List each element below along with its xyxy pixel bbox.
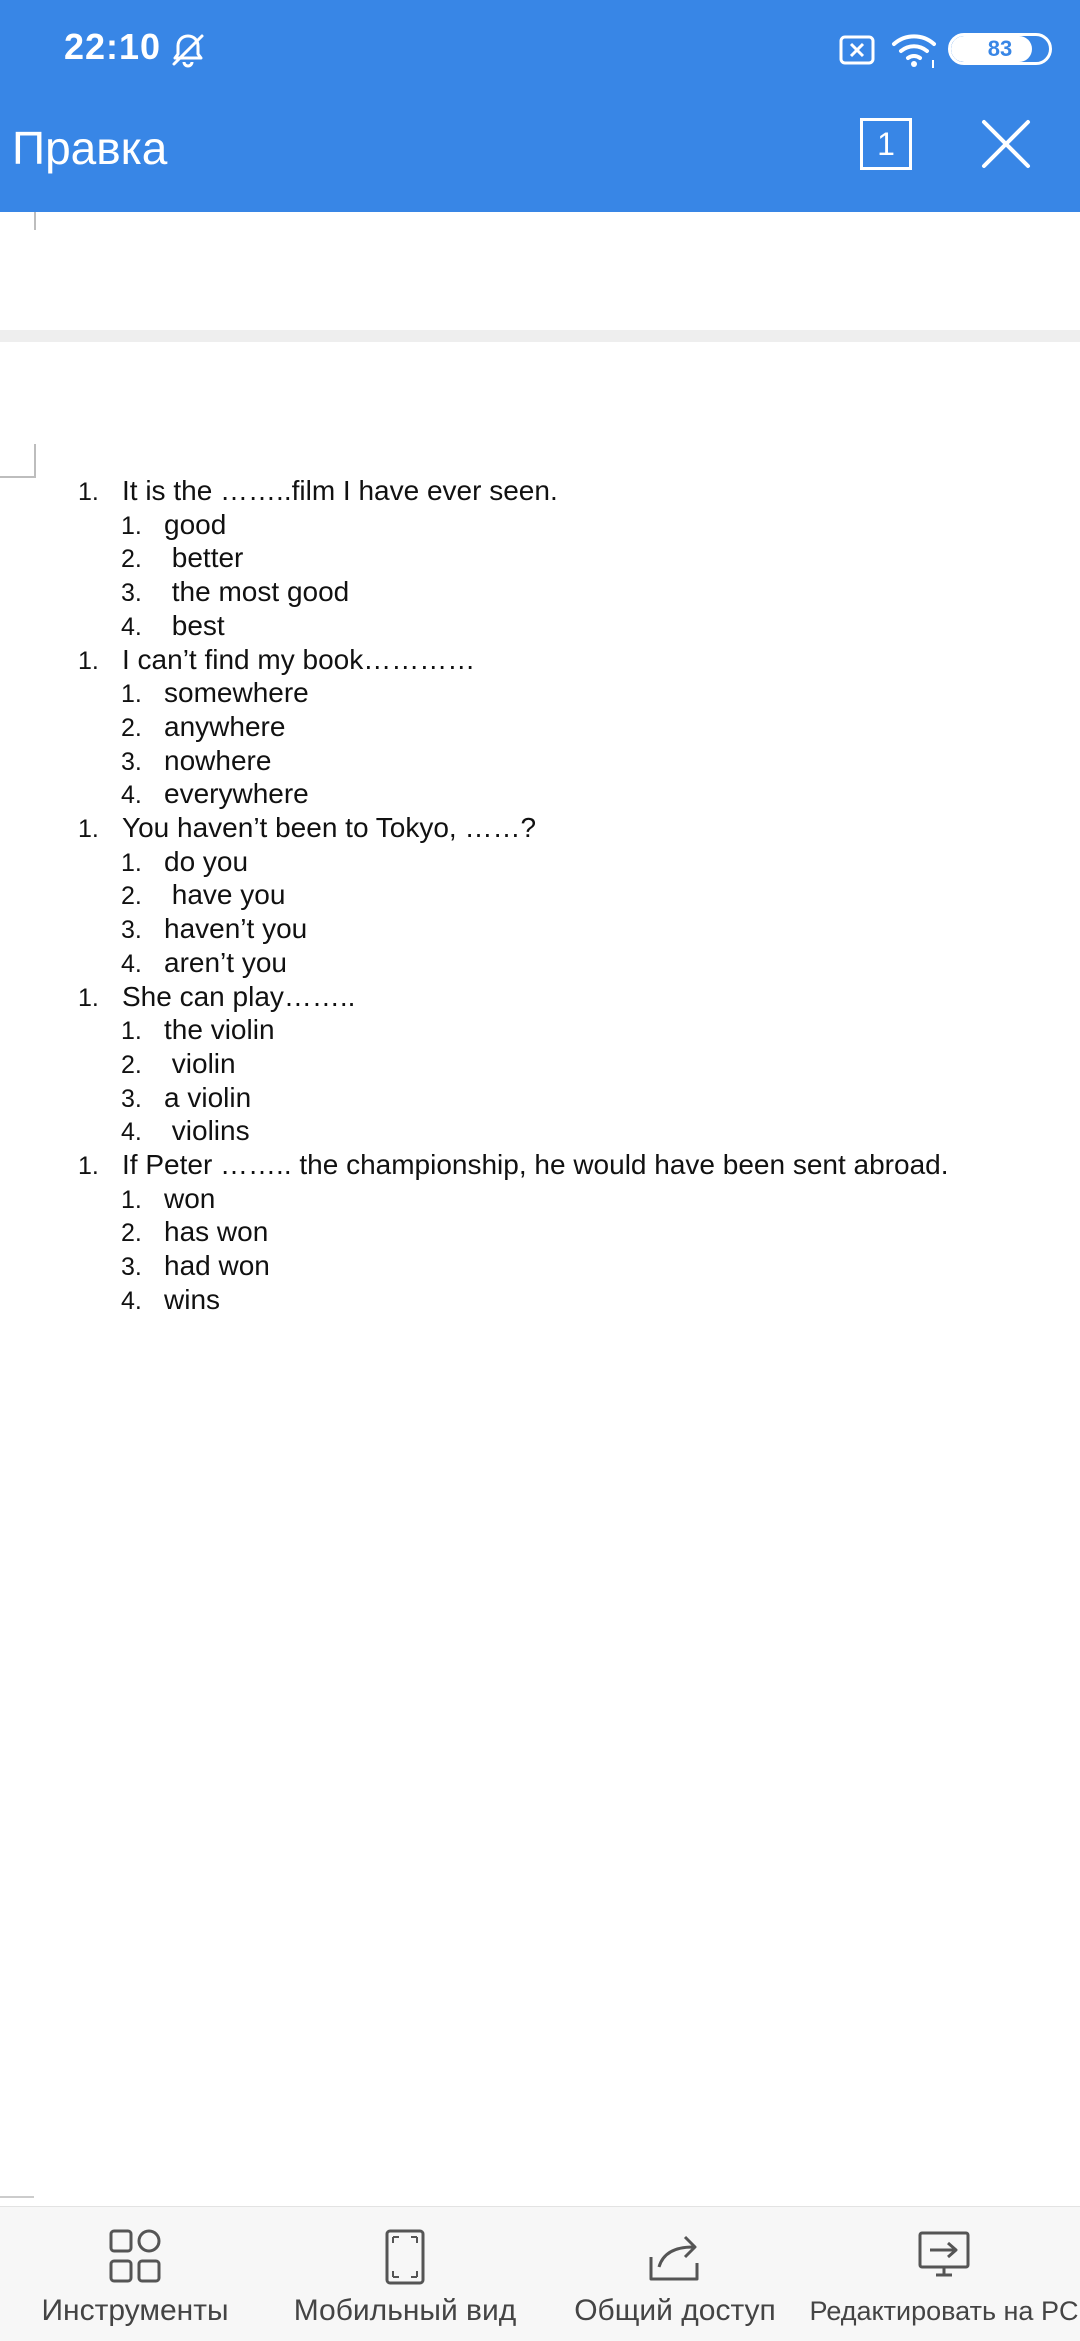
edit-on-pc-icon: [914, 2227, 974, 2287]
page-corner-mark: [0, 444, 36, 478]
option-text: better: [164, 542, 244, 574]
option-text: the most good: [164, 576, 350, 608]
sim-x-icon: [838, 34, 876, 66]
app-title: Правка: [12, 122, 168, 174]
option-number: 3.: [121, 747, 142, 776]
close-icon[interactable]: [978, 116, 1034, 172]
option-text: everywhere: [164, 778, 309, 810]
option-text: best: [164, 609, 225, 641]
status-time: 22:10: [64, 26, 162, 67]
option-text: good: [164, 508, 227, 540]
question-number: 1.: [78, 1152, 99, 1180]
option-text: a violin: [164, 1081, 252, 1113]
option-number: 4.: [121, 612, 142, 641]
option-number: 1.: [121, 1017, 142, 1046]
question-number: 1.: [78, 646, 99, 675]
bell-off-icon: [168, 30, 208, 70]
option-number: 3.: [121, 1253, 142, 1282]
option-text: anywhere: [164, 710, 286, 742]
option-text: won: [164, 1182, 216, 1214]
option-number: 2.: [121, 1050, 142, 1079]
option-text: somewhere: [164, 677, 309, 709]
battery-indicator: [948, 33, 1052, 65]
option-text: violins: [164, 1115, 250, 1147]
page-margin-mark: [34, 212, 36, 230]
question-text: I can’t find my book…………: [122, 643, 476, 675]
option-text: wins: [164, 1283, 221, 1315]
option-number: 3.: [121, 1084, 142, 1113]
mobile-view-button[interactable]: [280, 2207, 530, 2341]
edit-on-pc-label: Редактировать на PC: [809, 2296, 1079, 2326]
option-text: had won: [164, 1250, 270, 1282]
option-text: aren’t you: [164, 946, 287, 978]
option-number: 2.: [121, 882, 142, 911]
share-label: Общий доступ: [574, 2294, 776, 2327]
question-text: She can play……..: [122, 980, 356, 1012]
top-bar: [0, 0, 1080, 212]
battery-level: 83: [987, 36, 1013, 61]
bottom-toolbar: [0, 2206, 1080, 2341]
share-icon: [645, 2227, 705, 2287]
question-number: 1.: [78, 478, 99, 506]
option-text: do you: [164, 845, 249, 877]
option-number: 1.: [121, 680, 142, 709]
option-text: the violin: [164, 1014, 275, 1046]
option-text: has won: [164, 1216, 269, 1248]
option-number: 4.: [121, 1118, 142, 1147]
option-number: 4.: [121, 1286, 142, 1315]
option-number: 3.: [121, 916, 142, 945]
option-number: 3.: [121, 579, 142, 608]
question-text: You haven’t been to Tokyo, ……?: [122, 812, 537, 843]
option-number: 1.: [121, 848, 142, 877]
tools-button[interactable]: [20, 2207, 250, 2341]
previous-page-area: [0, 212, 1080, 330]
page-separator: [0, 330, 1080, 342]
mobile-view-label: Мобильный вид: [293, 2294, 517, 2327]
question-number: 1.: [78, 983, 99, 1012]
tools-grid-icon: [105, 2227, 165, 2287]
question-text: It is the ……..film I have ever seen.: [122, 475, 558, 506]
option-number: 2.: [121, 1219, 142, 1248]
option-text: nowhere: [164, 744, 272, 776]
option-number: 2.: [121, 545, 142, 574]
edit-on-pc-button[interactable]: [808, 2207, 1080, 2341]
option-number: 4.: [121, 781, 142, 810]
wifi-icon: [890, 30, 938, 70]
option-text: have you: [164, 879, 286, 911]
option-text: haven’t you: [164, 913, 308, 945]
mobile-view-icon: [375, 2227, 435, 2287]
option-number: 4.: [121, 949, 142, 978]
page-count-button[interactable]: 1: [860, 118, 912, 170]
tools-label: Инструменты: [41, 2294, 229, 2327]
page-bottom-mark: [0, 2196, 34, 2198]
question-text: If Peter …….. the championship, he would have been sent abroad.: [122, 1149, 949, 1180]
question-number: 1.: [78, 815, 99, 843]
option-number: 1.: [121, 511, 142, 540]
option-number: 1.: [121, 1185, 142, 1214]
share-button[interactable]: [560, 2207, 790, 2341]
option-number: 2.: [121, 713, 142, 742]
option-text: violin: [164, 1047, 236, 1079]
